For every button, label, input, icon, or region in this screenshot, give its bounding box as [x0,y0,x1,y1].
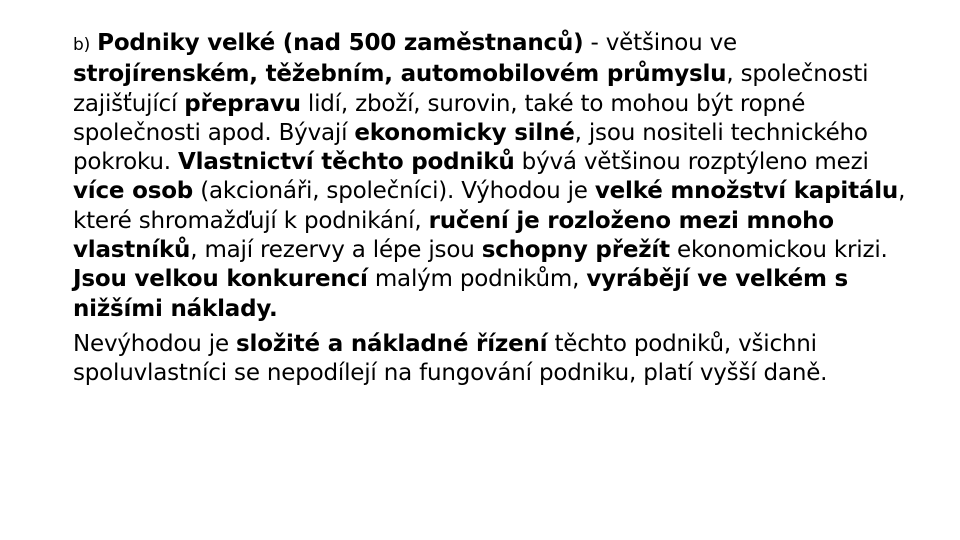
bold-survive: schopny přežít [481,237,670,264]
bold-economically-strong: ekonomicky silné [354,119,575,146]
bold-more-persons: více osob [73,178,194,205]
text-segment: ekonomickou krizi. [669,237,888,264]
bold-transport: přepravu [184,90,301,117]
bold-industries: strojírenském, těžebním, automobilovém průmyslu [73,61,727,88]
heading-large-companies: Podniky velké (nad 500 zaměstnanců) [97,30,584,56]
paragraph-disadvantage [73,330,923,389]
text-segment: , mají rezervy a lépe jsou [190,237,482,264]
text-segment: malým podnikům, [367,266,587,293]
bold-liability: ručení je rozloženo mezi mnoho vlastníků [73,207,834,264]
text-segment: , jsou nositeli technického pokroku. [73,119,868,176]
bold-lower-costs: vyrábějí ve velkém s nižšími náklady. [73,266,849,322]
text-segment: bývá většinou rozptýleno mezi [514,149,869,176]
text-segment: , které shromažďují k podnikání, [73,178,906,234]
bold-management: složité a nákladné řízení [236,330,548,357]
bold-capital: velké množství kapitálu [594,178,899,205]
bold-ownership: Vlastnictví těchto podniků [178,149,515,176]
text-segment: - většinou ve [583,30,738,56]
paragraph-large-companies [73,29,923,324]
list-label: b) [73,35,91,55]
bold-competition: Jsou velkou konkurencí [73,266,368,293]
text-segment: , společnosti zajišťující [73,61,869,117]
slide-body [73,29,923,389]
text-segment: Nevýhodou je [73,330,237,357]
text-segment: těchto podniků, všichni spoluvlastníci se nepodílejí na fungování podniku, platí vyšší daně. [73,330,828,387]
text-segment: (akcionáři, společníci). Výhodou je [193,178,595,205]
text-segment: lidí, zboží, surovin, také to mohou být ropné společnosti apod. Bývají [73,90,806,146]
